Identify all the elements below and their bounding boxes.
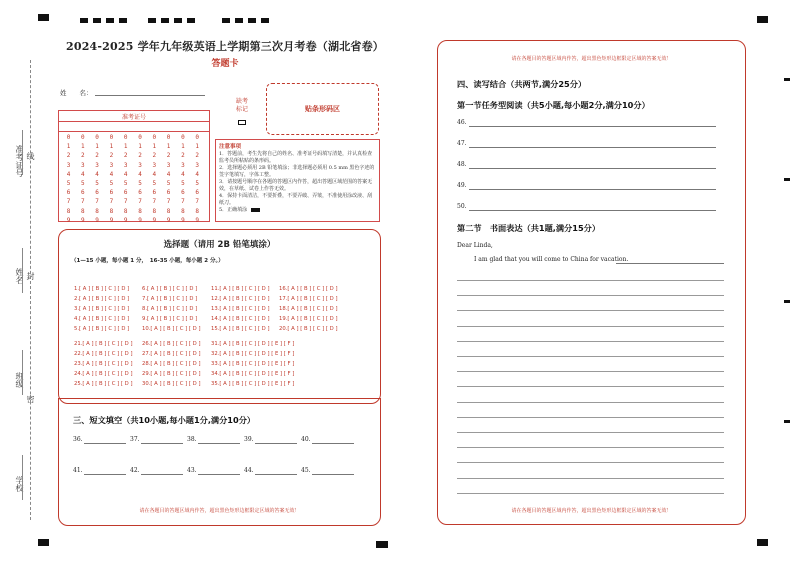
absent-label — [232, 98, 252, 114]
side-underline-3 — [22, 350, 23, 395]
choice-question[interactable]: 19.[ A ] [ B ] [ C ] [ D ] — [279, 316, 338, 322]
choice-question[interactable]: 17.[ A ] [ B ] [ C ] [ D ] — [279, 296, 338, 302]
ticket-digit-bubble[interactable]: 1 — [138, 143, 142, 151]
essay-line[interactable] — [457, 295, 724, 296]
ticket-number-grid — [58, 110, 210, 222]
choice-question[interactable]: 34.[ A ] [ B ] [ C ] [ D ] [ E ] [ F ] — [211, 371, 295, 377]
ticket-digit-bubble[interactable]: 5 — [123, 180, 128, 188]
corner-mark-top-right — [757, 16, 768, 23]
cloze-title: 三、短文填空（共10小题,每小题1分,满分10分） — [73, 415, 256, 425]
cloze-answer-line[interactable] — [84, 474, 126, 475]
part-2-title: 第二节 书面表达（共1题,满分15分） — [457, 223, 601, 233]
top-dash — [148, 18, 156, 23]
top-dash — [80, 18, 88, 23]
ticket-digit-bubble[interactable]: 8 — [166, 207, 171, 215]
ticket-digit-bubble[interactable]: 1 — [195, 143, 199, 151]
ticket-digit-bubble[interactable]: 1 — [123, 143, 128, 151]
choice-question[interactable]: 7.[ A ] [ B ] [ C ] [ D ] — [142, 296, 198, 302]
ticket-digit-bubble[interactable]: 5 — [80, 180, 85, 188]
ticket-digit-bubble[interactable]: 3 — [123, 161, 128, 169]
ticket-digit-bubble[interactable]: 5 — [138, 180, 142, 188]
ticket-digit-bubble[interactable]: 7 — [138, 198, 142, 206]
choice-question[interactable]: 23.[ A ] [ B ] [ C ] [ D ] — [74, 361, 133, 367]
side-label-name: 姓名 — [15, 268, 24, 284]
essay-line[interactable] — [457, 371, 724, 372]
choice-note: （1—15 小题，每小题 1 分， 16-35 小题，每小题 2 分。） — [71, 258, 224, 264]
notice-item: 2．选择题必须用 2B 铅笔填涂；非选择题必须用 0.5 mm 黑色字迹的签字笔填写，字体工整。 — [219, 165, 375, 178]
choice-question[interactable]: 10.[ A ] [ B ] [ C ] [ D ] — [142, 326, 201, 332]
ticket-digit-bubble[interactable]: 9 — [66, 216, 71, 224]
ticket-digit-bubble[interactable]: 9 — [123, 216, 128, 224]
ticket-digit-bubble[interactable]: 6 — [166, 189, 171, 197]
cloze-answer-line[interactable] — [84, 443, 126, 444]
cloze-answer-line[interactable] — [141, 474, 183, 475]
ticket-digit-bubble[interactable]: 5 — [95, 180, 99, 188]
ticket-digit-bubble[interactable]: 0 — [195, 134, 199, 141]
ticket-digit-bubble[interactable]: 9 — [109, 216, 114, 224]
choice-question[interactable]: 27.[ A ] [ B ] [ C ] [ D ] — [142, 351, 201, 357]
ticket-digit-bubble[interactable]: 4 — [166, 170, 171, 178]
left-footer-warning: 请在各题目的答题区域内作答，超出黑色矩形边框限定区域的答案无效！ — [139, 508, 300, 514]
choice-question[interactable]: 9.[ A ] [ B ] [ C ] [ D ] — [142, 316, 198, 322]
right-bottom-warning: 请在各题目的答题区域内作答，超出黑色矩形边框限定区域的答案无效！ — [511, 508, 672, 514]
ticket-digit-bubble[interactable]: 7 — [95, 198, 99, 206]
ticket-digit-bubble[interactable]: 8 — [181, 207, 185, 215]
ticket-label: 准考证号 — [121, 114, 146, 121]
ticket-digit-bubble[interactable]: 8 — [66, 207, 71, 215]
choice-question[interactable]: 6.[ A ] [ B ] [ C ] [ D ] — [142, 286, 198, 292]
ticket-digit-column[interactable] — [164, 133, 173, 225]
cloze-answer-line[interactable] — [198, 443, 240, 444]
side-label-seal: 封 — [26, 272, 35, 280]
ticket-digit-bubble[interactable]: 7 — [181, 198, 185, 206]
choice-question[interactable]: 22.[ A ] [ B ] [ C ] [ D ] — [74, 351, 133, 357]
essay-line[interactable] — [457, 341, 724, 342]
choice-question[interactable]: 20.[ A ] [ B ] [ C ] [ D ] — [279, 326, 338, 332]
ticket-digit-bubble[interactable]: 9 — [138, 216, 142, 224]
corner-mark-bottom-center — [376, 541, 388, 548]
reading-answer-line[interactable] — [469, 147, 716, 148]
ticket-digit-bubble[interactable]: 0 — [80, 134, 85, 141]
cloze-number: 39. — [244, 436, 254, 443]
ticket-digit-bubble[interactable]: 2 — [80, 152, 85, 160]
ticket-digit-bubble[interactable]: 2 — [138, 152, 142, 160]
ticket-digit-bubble[interactable]: 2 — [166, 152, 171, 160]
side-underline-4 — [22, 455, 23, 500]
cloze-number: 44. — [244, 467, 254, 474]
ticket-digit-bubble[interactable]: 2 — [66, 152, 71, 160]
name-label: 姓 名： — [60, 89, 93, 97]
ticket-digit-bubble[interactable]: 3 — [195, 161, 199, 169]
side-underline-2 — [22, 248, 23, 293]
cloze-answer-line[interactable] — [255, 474, 297, 475]
ticket-input-divider — [59, 131, 209, 132]
choice-question[interactable]: 28.[ A ] [ B ] [ C ] [ D ] — [142, 361, 201, 367]
top-dash — [106, 18, 114, 23]
binding-line — [30, 60, 31, 520]
ticket-digit-bubble[interactable]: 8 — [80, 207, 85, 215]
choice-question[interactable]: 30.[ A ] [ B ] [ C ] [ D ] — [142, 381, 201, 387]
ticket-digit-bubble[interactable]: 3 — [181, 161, 185, 169]
choice-question[interactable]: 31.[ A ] [ B ] [ C ] [ D ] [ E ] [ F ] — [211, 341, 295, 347]
ticket-digit-bubble[interactable]: 6 — [80, 189, 85, 197]
absent-checkbox[interactable] — [238, 120, 246, 125]
ticket-digit-bubble[interactable]: 9 — [152, 216, 157, 224]
ticket-digit-bubble[interactable]: 1 — [181, 143, 185, 151]
ticket-digit-bubble[interactable]: 3 — [166, 161, 171, 169]
cloze-number: 45. — [301, 467, 311, 474]
ticket-digit-bubble[interactable]: 4 — [138, 170, 142, 178]
choice-question[interactable]: 11.[ A ] [ B ] [ C ] [ D ] — [211, 286, 270, 292]
ticket-digit-bubble[interactable]: 6 — [181, 189, 185, 197]
top-dash — [222, 18, 230, 23]
essay-line[interactable] — [457, 432, 724, 433]
ticket-digit-bubble[interactable]: 6 — [66, 189, 71, 197]
top-dash — [261, 18, 269, 23]
reading-answer-line[interactable] — [469, 168, 716, 169]
reading-number: 48. — [457, 161, 467, 168]
ticket-digit-bubble[interactable]: 2 — [152, 152, 157, 160]
choice-question[interactable]: 8.[ A ] [ B ] [ C ] [ D ] — [142, 306, 198, 312]
ticket-digit-bubble[interactable]: 7 — [152, 198, 157, 206]
ticket-digit-bubble[interactable]: 6 — [109, 189, 114, 197]
essay-line[interactable] — [457, 356, 724, 357]
ticket-digit-bubble[interactable]: 4 — [195, 170, 199, 178]
ticket-digit-bubble[interactable]: 9 — [80, 216, 85, 224]
page-subtitle: 答题卡 — [211, 59, 239, 69]
cloze-number: 42. — [130, 467, 140, 474]
choice-question[interactable]: 25.[ A ] [ B ] [ C ] [ D ] — [74, 381, 133, 387]
ticket-digit-bubble[interactable]: 6 — [123, 189, 128, 197]
essay-line[interactable] — [457, 402, 724, 403]
notice-title: 注意事项 — [219, 144, 242, 150]
essay-line[interactable] — [457, 417, 724, 418]
ticket-digit-bubble[interactable]: 9 — [195, 216, 199, 224]
barcode-label: 贴条形码区 — [305, 104, 340, 113]
notice-list — [219, 151, 376, 214]
side-label-school: 学校 — [15, 476, 24, 492]
choice-question[interactable]: 15.[ A ] [ B ] [ C ] [ D ] — [211, 326, 270, 332]
ticket-digit-bubble[interactable]: 5 — [181, 180, 185, 188]
ticket-digit-column[interactable] — [78, 133, 87, 225]
ticket-digit-bubble[interactable]: 4 — [95, 170, 99, 178]
ticket-digit-bubble[interactable]: 9 — [166, 216, 171, 224]
part-1-title: 第一节任务型阅读（共5小题,每小题2分,满分10分） — [457, 100, 650, 110]
absent-label-text: 缺考 标记 — [235, 98, 248, 113]
ticket-digit-bubble[interactable]: 5 — [152, 180, 157, 188]
side-mark-right-3 — [784, 300, 790, 303]
ticket-digit-bubble[interactable]: 4 — [181, 170, 185, 178]
ticket-digit-bubble[interactable]: 5 — [195, 180, 199, 188]
choice-question[interactable]: 2.[ A ] [ B ] [ C ] [ D ] — [74, 296, 130, 302]
ticket-digit-bubble[interactable]: 4 — [66, 170, 71, 178]
ticket-digit-column[interactable] — [193, 133, 202, 225]
notice-item: 1．答题前，考生先将自己的姓名、准考证号码填写清楚，并认真检查监考员所粘贴的条形码。 — [219, 151, 373, 164]
essay-line[interactable] — [457, 462, 724, 463]
corner-mark-bottom-left — [38, 539, 49, 546]
choice-question[interactable]: 1.[ A ] [ B ] [ C ] [ D ] — [74, 286, 130, 292]
ticket-digit-bubble[interactable]: 5 — [166, 180, 171, 188]
ticket-digit-bubble[interactable]: 1 — [109, 143, 114, 151]
cloze-answer-line[interactable] — [255, 443, 297, 444]
barcode-area — [266, 83, 379, 135]
notice-box — [215, 139, 380, 222]
ticket-digit-bubble[interactable]: 1 — [95, 143, 99, 151]
choice-question[interactable]: 29.[ A ] [ B ] [ C ] [ D ] — [142, 371, 201, 377]
choice-title: 选择题（请用 2B 铅笔填涂） — [163, 240, 276, 250]
cloze-number: 43. — [187, 467, 197, 474]
cloze-answer-line[interactable] — [141, 443, 183, 444]
corner-mark-bottom-right — [757, 539, 768, 546]
ticket-digit-bubble[interactable]: 6 — [152, 189, 157, 197]
name-field[interactable] — [95, 95, 205, 96]
ticket-digit-column[interactable] — [121, 133, 130, 225]
ticket-digit-bubble[interactable]: 3 — [109, 161, 114, 169]
ticket-digit-bubble[interactable]: 3 — [138, 161, 142, 169]
letter-greeting: Dear Linda, — [457, 242, 493, 249]
choice-question[interactable]: 13.[ A ] [ B ] [ C ] [ D ] — [211, 306, 270, 312]
ticket-digit-column[interactable] — [64, 133, 73, 225]
top-dash — [119, 18, 127, 23]
top-dash — [93, 18, 101, 23]
top-dash — [187, 18, 195, 23]
reading-answer-line[interactable] — [469, 189, 716, 190]
cloze-answer-line[interactable] — [312, 474, 354, 475]
reading-number: 49. — [457, 182, 467, 189]
ticket-digit-bubble[interactable]: 7 — [109, 198, 114, 206]
ticket-digit-bubble[interactable]: 8 — [123, 207, 128, 215]
reading-number: 46. — [457, 119, 467, 126]
choice-question[interactable]: 16.[ A ] [ B ] [ C ] [ D ] — [279, 286, 338, 292]
ticket-digit-bubble[interactable]: 1 — [80, 143, 85, 151]
ticket-digit-bubble[interactable]: 3 — [95, 161, 99, 169]
ticket-digit-bubble[interactable]: 8 — [195, 207, 199, 215]
essay-line[interactable] — [457, 447, 724, 448]
ticket-digit-bubble[interactable]: 1 — [166, 143, 171, 151]
choice-question[interactable]: 35.[ A ] [ B ] [ C ] [ D ] [ E ] [ F ] — [211, 381, 295, 387]
side-label-class: 班级 — [15, 372, 24, 388]
side-label-line: 线 — [26, 152, 35, 160]
choice-question[interactable]: 26.[ A ] [ B ] [ C ] [ D ] — [142, 341, 201, 347]
top-dash — [174, 18, 182, 23]
essay-line[interactable] — [457, 326, 724, 327]
notice-item: 5．正确填涂 — [219, 207, 376, 214]
ticket-digit-bubble[interactable]: 0 — [66, 134, 71, 141]
ticket-digit-bubble[interactable]: 4 — [152, 170, 157, 178]
right-top-warning: 请在各题目的答题区域内作答，超出黑色矩形边框限定区域的答案无效！ — [511, 56, 672, 62]
choice-question[interactable]: 21.[ A ] [ B ] [ C ] [ D ] — [74, 341, 133, 347]
ticket-digit-bubble[interactable]: 8 — [152, 207, 157, 215]
essay-line[interactable] — [457, 493, 724, 494]
ticket-digit-bubble[interactable]: 7 — [195, 198, 199, 206]
ticket-digit-bubble[interactable]: 1 — [66, 143, 71, 151]
cloze-answer-line[interactable] — [312, 443, 354, 444]
ticket-digit-bubble[interactable]: 8 — [95, 207, 99, 215]
ticket-header-divider — [59, 121, 209, 122]
ticket-digit-column[interactable] — [136, 133, 145, 225]
ticket-digit-bubble[interactable]: 2 — [195, 152, 199, 160]
ticket-digit-bubble[interactable]: 2 — [123, 152, 128, 160]
choice-question[interactable]: 3.[ A ] [ B ] [ C ] [ D ] — [74, 306, 130, 312]
ticket-digit-bubble[interactable]: 0 — [166, 134, 171, 141]
ticket-digit-bubble[interactable]: 6 — [138, 189, 142, 197]
ticket-digit-bubble[interactable]: 8 — [138, 207, 142, 215]
essay-line[interactable] — [457, 386, 724, 387]
ticket-digit-bubble[interactable]: 8 — [109, 207, 114, 215]
letter-opening: I am glad that you will come to China for vacation. — [474, 256, 629, 263]
notice-item: 3．请按题号顺序在各题的答题区内作答，超出答题区域范围的答案无效，在草纸、试卷上作答无效。 — [219, 179, 373, 192]
ticket-digit-bubble[interactable]: 2 — [95, 152, 99, 160]
cloze-number: 38. — [187, 436, 197, 443]
cloze-answer-line[interactable] — [198, 474, 240, 475]
corner-mark-top-left — [38, 14, 49, 21]
side-underline-1 — [22, 130, 23, 175]
choice-question[interactable]: 33.[ A ] [ B ] [ C ] [ D ] [ E ] [ F ] — [211, 361, 295, 367]
cloze-number: 40. — [301, 436, 311, 443]
reading-number: 47. — [457, 140, 467, 147]
ticket-digit-bubble[interactable]: 0 — [181, 134, 185, 141]
ticket-digit-bubble[interactable]: 1 — [152, 143, 157, 151]
ticket-digit-bubble[interactable]: 5 — [66, 180, 71, 188]
top-dash — [161, 18, 169, 23]
choice-question[interactable]: 5.[ A ] [ B ] [ C ] [ D ] — [74, 326, 130, 332]
side-mark-right-1 — [784, 78, 790, 81]
side-mark-right-2 — [784, 178, 790, 181]
choice-question[interactable]: 14.[ A ] [ B ] [ C ] [ D ] — [211, 316, 270, 322]
ticket-digit-bubble[interactable]: 0 — [138, 134, 142, 141]
essay-line[interactable] — [457, 478, 724, 479]
ticket-digit-bubble[interactable]: 0 — [123, 134, 128, 141]
ticket-digit-bubble[interactable]: 2 — [181, 152, 185, 160]
ticket-digit-bubble[interactable]: 6 — [95, 189, 99, 197]
ticket-digit-bubble[interactable]: 9 — [181, 216, 185, 224]
top-dash — [248, 18, 256, 23]
ticket-digit-bubble[interactable]: 3 — [152, 161, 157, 169]
right-answer-area — [437, 40, 746, 525]
ticket-digit-column[interactable] — [178, 133, 187, 225]
choice-question[interactable]: 18.[ A ] [ B ] [ C ] [ D ] — [279, 306, 338, 312]
ticket-digit-column[interactable] — [150, 133, 159, 225]
ticket-digit-bubble[interactable]: 5 — [109, 180, 114, 188]
letter-opening-line[interactable] — [616, 263, 724, 264]
ticket-digit-bubble[interactable]: 7 — [80, 198, 85, 206]
ticket-digit-bubble[interactable]: 4 — [80, 170, 85, 178]
ticket-digit-bubble[interactable]: 0 — [95, 134, 99, 141]
essay-line[interactable] — [457, 280, 724, 281]
ticket-digit-bubble[interactable]: 3 — [80, 161, 85, 169]
ticket-digit-bubble[interactable]: 4 — [123, 170, 128, 178]
notice-item: 4．保持卡面清洁，不要折叠，不要弄破、弄皱，不准使用涂改液、刮纸刀。 — [219, 193, 373, 206]
ticket-digit-bubble[interactable]: 7 — [66, 198, 71, 206]
ticket-digit-bubble[interactable]: 3 — [66, 161, 71, 169]
choice-question[interactable]: 32.[ A ] [ B ] [ C ] [ D ] [ E ] [ F ] — [211, 351, 295, 357]
ticket-digit-bubble[interactable]: 7 — [123, 198, 128, 206]
side-mark-right-4 — [784, 420, 790, 423]
top-dash — [235, 18, 243, 23]
ticket-digit-column[interactable] — [107, 133, 116, 225]
section-4-title: 四、读写结合（共两节,满分25分） — [457, 79, 587, 89]
ticket-digit-bubble[interactable]: 6 — [195, 189, 199, 197]
choice-question[interactable]: 4.[ A ] [ B ] [ C ] [ D ] — [74, 316, 130, 322]
ticket-digit-bubble[interactable]: 4 — [109, 170, 114, 178]
ticket-digit-bubble[interactable]: 7 — [166, 198, 171, 206]
ticket-digit-bubble[interactable]: 0 — [152, 134, 157, 141]
cloze-number: 37. — [130, 436, 140, 443]
filled-sample-mark — [251, 208, 260, 212]
ticket-digit-column[interactable] — [93, 133, 102, 225]
page-title: 2024-2025 学年九年级英语上学期第三次月考卷（湖北省卷） — [65, 40, 385, 53]
choice-section — [58, 229, 381, 404]
side-label-ticket-no: 准考证号 — [15, 145, 24, 177]
ticket-digit-bubble[interactable]: 2 — [109, 152, 114, 160]
ticket-digit-bubble[interactable]: 0 — [109, 134, 114, 141]
ticket-digit-bubble[interactable]: 9 — [95, 216, 99, 224]
reading-number: 50. — [457, 203, 467, 210]
reading-answer-line[interactable] — [469, 126, 716, 127]
choice-question[interactable]: 24.[ A ] [ B ] [ C ] [ D ] — [74, 371, 133, 377]
reading-answer-line[interactable] — [469, 210, 716, 211]
side-label-mi: 密 — [26, 395, 35, 403]
choice-question[interactable]: 12.[ A ] [ B ] [ C ] [ D ] — [211, 296, 270, 302]
essay-line[interactable] — [457, 310, 724, 311]
cloze-number: 41. — [73, 467, 83, 474]
cloze-number: 36. — [73, 436, 83, 443]
